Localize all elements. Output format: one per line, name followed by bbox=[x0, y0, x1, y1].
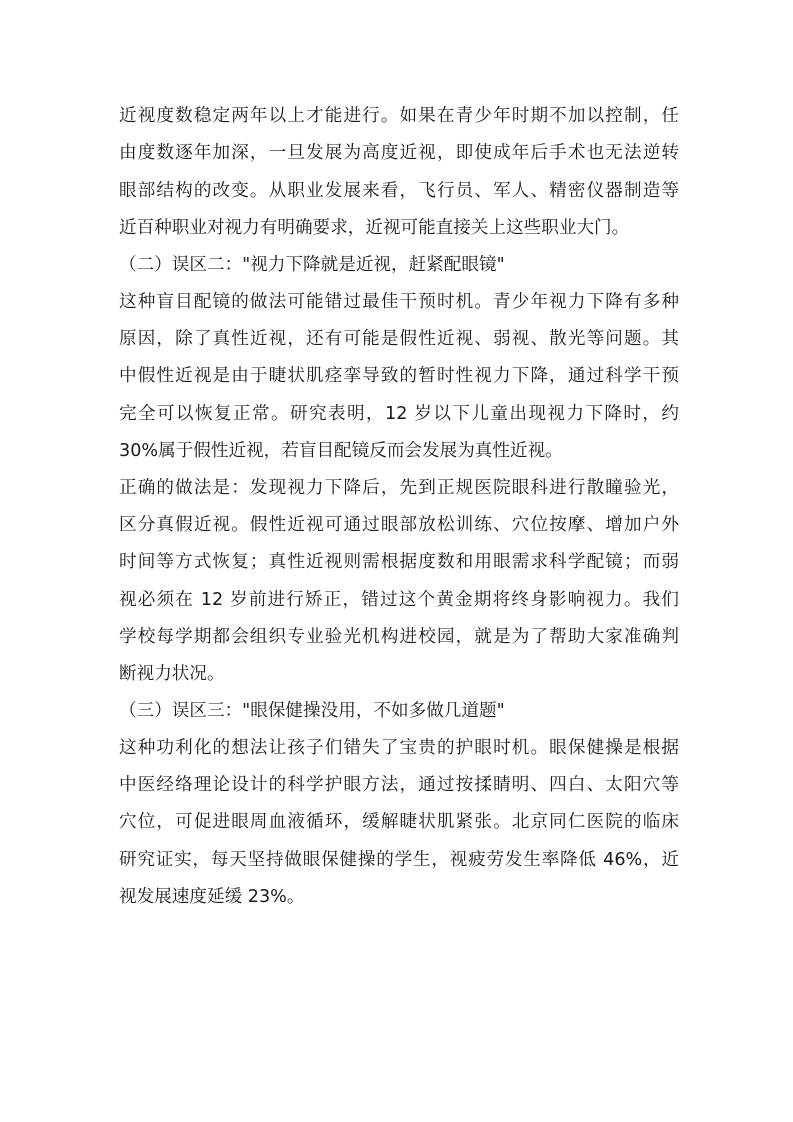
section-heading-misconception-3: （三）误区三："眼保健操没用，不如多做几道题" bbox=[119, 701, 505, 721]
paragraph-2-line-3: 中假性近视是由于睫状肌痉挛导致的暂时性视力下降，通过科学干预 bbox=[119, 366, 679, 386]
paragraph-1-line-3: 眼部结构的改变。从职业发展来看，飞行员、军人、精密仪器制造等 bbox=[119, 181, 679, 201]
paragraph-4-line-3: 穴位，可促进眼周血液循环，缓解睫状肌紧张。北京同仁医院的临床 bbox=[119, 812, 679, 832]
paragraph-3-line-6: 断视力状况。 bbox=[119, 664, 225, 684]
paragraph-4-line-5: 视发展速度延缓 23%。 bbox=[119, 887, 305, 907]
section-heading-misconception-2: （二）误区二："视力下降就是近视，赶紧配眼镜" bbox=[119, 255, 505, 275]
paragraph-4-line-2: 中医经络理论设计的科学护眼方法，通过按揉睛明、四白、太阳穴等 bbox=[119, 775, 679, 795]
paragraph-2-line-5: 30%属于假性近视，若盲目配镜反而会发展为真性近视。 bbox=[119, 441, 563, 461]
paragraph-3-line-4: 视必须在 12 岁前进行矫正，错过这个黄金期将终身影响视力。我们 bbox=[119, 590, 679, 610]
paragraph-2-line-4: 完全可以恢复正常。研究表明，12 岁以下儿童出现视力下降时，约 bbox=[119, 404, 679, 424]
paragraph-1-line-1: 近视度数稳定两年以上才能进行。如果在青少年时期不加以控制，任 bbox=[119, 106, 679, 126]
paragraph-3-line-2: 区分真假近视。假性近视可通过眼部放松训练、穴位按摩、增加户外 bbox=[119, 515, 679, 535]
paragraph-3-line-1: 正确的做法是：发现视力下降后，先到正规医院眼科进行散瞳验光， bbox=[119, 478, 679, 498]
paragraph-3-line-3: 时间等方式恢复；真性近视则需根据度数和用眼需求科学配镜；而弱 bbox=[119, 552, 679, 572]
paragraph-3-line-5: 学校每学期都会组织专业验光机构进校园，就是为了帮助大家准确判 bbox=[119, 627, 679, 647]
paragraph-2-line-1: 这种盲目配镜的做法可能错过最佳干预时机。青少年视力下降有多种 bbox=[119, 292, 679, 312]
paragraph-1-line-2: 由度数逐年加深，一旦发展为高度近视，即使成年后手术也无法逆转 bbox=[119, 143, 679, 163]
paragraph-4-line-1: 这种功利化的想法让孩子们错失了宝贵的护眼时机。眼保健操是根据 bbox=[119, 738, 679, 758]
paragraph-2-line-2: 原因，除了真性近视，还有可能是假性近视、弱视、散光等问题。其 bbox=[119, 329, 679, 349]
paragraph-1-line-4: 近百种职业对视力有明确要求，近视可能直接关上这些职业大门。 bbox=[119, 218, 630, 238]
paragraph-4-line-4: 研究证实，每天坚持做眼保健操的学生，视疲劳发生率降低 46%，近 bbox=[119, 850, 679, 870]
